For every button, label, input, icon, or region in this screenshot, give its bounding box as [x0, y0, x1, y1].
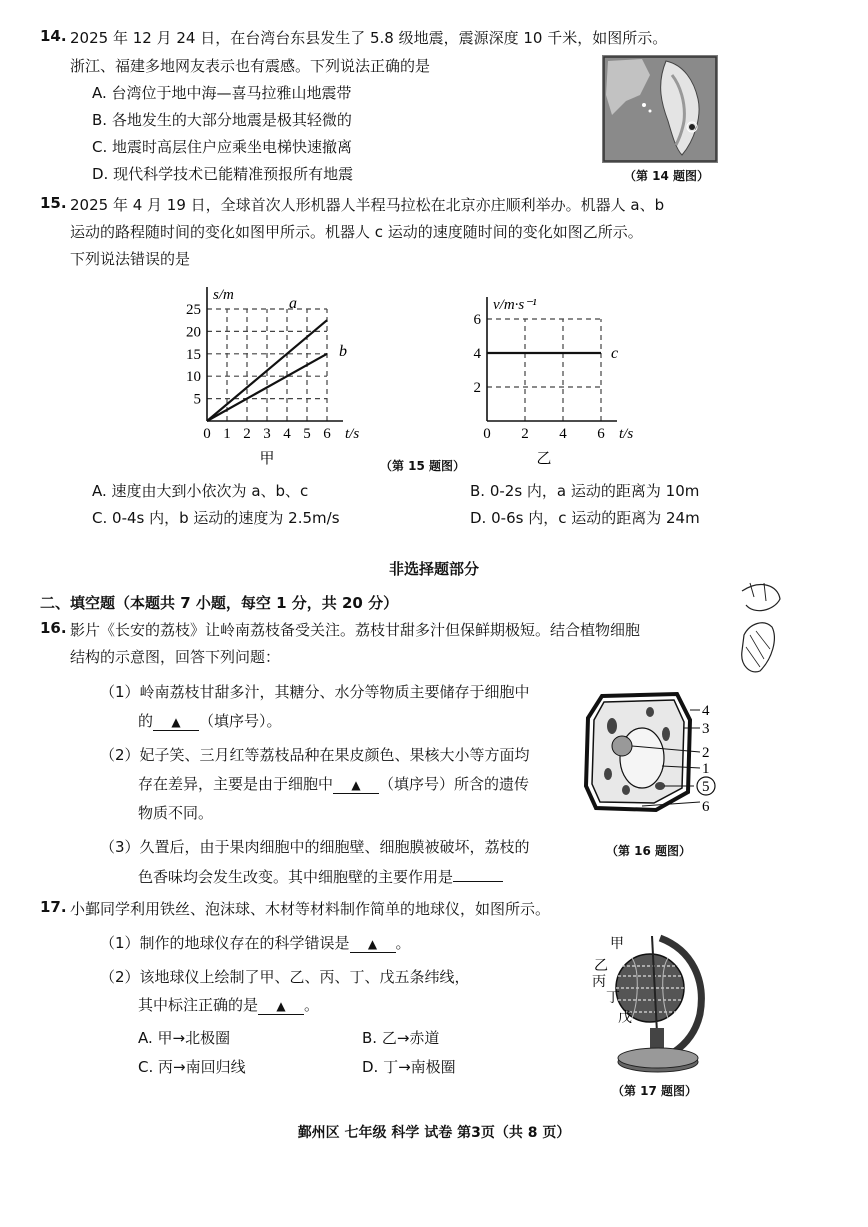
- q16-sub2-line1: （2）妃子笑、三月红等荔枝品种在果皮颜色、果核大小等方面均: [100, 746, 530, 764]
- x-axis-label: t/s: [345, 426, 360, 442]
- q15-option-b: B. 0-2s 内，a 运动的距离为 10m: [470, 482, 700, 500]
- q14-option-c: C. 地震时高层住户应乘坐电梯快速撤离: [92, 138, 353, 156]
- q15-option-c: C. 0-4s 内，b 运动的速度为 2.5m/s: [92, 509, 340, 527]
- q17-sub1: （1）制作的地球仪存在的科学错误是 ▲ 。: [100, 934, 411, 952]
- x-tick-label: 3: [263, 426, 271, 442]
- chloroplast: [655, 782, 665, 790]
- q17-option-b: B. 乙→赤道: [362, 1029, 440, 1047]
- cell-label-5: 5: [702, 779, 710, 795]
- x-tick-label: 4: [283, 426, 291, 442]
- q14-option-a: A. 台湾位于地中海—喜马拉雅山地震带: [92, 84, 352, 102]
- series-label-c: c: [611, 345, 619, 362]
- q16-sub2-line3: 物质不同。: [138, 804, 214, 822]
- x-tick-label: 6: [597, 426, 605, 442]
- chart-figure-label: 乙: [536, 451, 552, 467]
- cell-label-3: 3: [702, 721, 710, 737]
- globe-label-bing: 丙: [592, 975, 606, 990]
- chloroplast: [604, 768, 612, 780]
- q15-stem-line3: 下列说法错误的是: [70, 250, 191, 268]
- q16-sub1-line2: 的 ▲ （填序号）。: [138, 712, 282, 730]
- y-tick-label: 6: [473, 312, 481, 328]
- y-tick-label: 20: [186, 324, 201, 341]
- q15-stem-line2: 运动的路程随时间的变化如图甲所示。机器人 c 运动的速度随时间的变化如图乙所示。: [70, 223, 643, 241]
- x-tick-label: 2: [521, 426, 529, 442]
- cell-label-2: 2: [702, 745, 710, 761]
- q14-option-b: B. 各地发生的大部分地震是极其轻微的: [92, 111, 352, 129]
- q16-sub3-line2: 色香味均会发生改变。其中细胞壁的主要作用是: [138, 866, 503, 887]
- y-tick-label: 5: [193, 391, 201, 408]
- q17-caption: （第 17 题图）: [612, 1084, 698, 1098]
- globe-label-wu: 戊: [618, 1011, 632, 1026]
- q14-stem-line2: 浙江、福建多地网友表示也有震感。下列说法正确的是: [70, 57, 431, 75]
- q14-caption: （第 14 题图）: [624, 169, 710, 183]
- q16-blank-2[interactable]: ▲: [333, 775, 379, 794]
- q17-option-d: D. 丁→南极圈: [362, 1058, 456, 1076]
- section-part2-heading: 二、填空题（本题共 7 小题，每空 1 分，共 20 分）: [40, 594, 399, 612]
- q17-blank-1[interactable]: ▲: [350, 934, 396, 953]
- q17-sub2-line1: （2）该地球仪上绘制了甲、乙、丙、丁、戊五条纬线，: [100, 968, 470, 986]
- y-tick-label: 25: [186, 302, 201, 318]
- q16-sub1-line1: （1）岭南荔枝甘甜多汁，其糖分、水分等物质主要储存于细胞中: [100, 683, 530, 701]
- y-axis-label: v/m·s⁻¹: [493, 297, 537, 313]
- cell-label-6: 6: [702, 799, 710, 815]
- q14-stem-line1: 2025 年 12 月 24 日，在台湾台东县发生了 5.8 级地震，震源深度 10 千米，如图所示。: [70, 29, 668, 47]
- q15-caption: （第 15 题图）: [380, 459, 466, 473]
- section-title: 非选择题部分: [388, 560, 479, 578]
- q17-stem: 小鄞同学利用铁丝、泡沫球、木材等材料制作简单的地球仪，如图所示。: [70, 900, 551, 918]
- q17-number: 17.: [40, 898, 67, 916]
- plant-cell-diagram: [582, 690, 732, 820]
- q17-sub2-line2: 其中标注正确的是 ▲ 。: [138, 996, 320, 1014]
- x-axis-label: t/s: [619, 426, 634, 442]
- globe-label-jia: 甲: [610, 937, 624, 952]
- series-label-b: b: [339, 342, 347, 360]
- y-axis-label: s/m: [213, 287, 234, 303]
- q16-stem-line2: 结构的示意图，回答下列问题：: [70, 648, 281, 666]
- page-footer: 鄞州区 七年级 科学 试卷 第3页（共 8 页）: [297, 1125, 571, 1141]
- q17-option-a: A. 甲→北极圈: [138, 1029, 231, 1047]
- cell-label-4: 4: [702, 703, 710, 719]
- q14-option-d: D. 现代科学技术已能精准预报所有地震: [92, 165, 354, 183]
- taiwan-map-image: [602, 55, 718, 163]
- series-label-a: a: [289, 295, 297, 313]
- q16-stem-line1: 影片《长安的荔枝》让岭南荔枝备受关注。荔枝甘甜多汁但保鲜期极短。结合植物细胞: [70, 621, 641, 639]
- q15-option-a: A. 速度由大到小依次为 a、b、c: [92, 482, 309, 500]
- x-tick-label: 2: [243, 426, 251, 442]
- q17-blank-2[interactable]: ▲: [258, 996, 304, 1015]
- litchi-sketch-icon: [720, 575, 800, 695]
- q16-number: 16.: [40, 619, 67, 637]
- q15-option-d: D. 0-6s 内，c 运动的距离为 24m: [470, 509, 700, 527]
- q16-blank-3[interactable]: [453, 881, 503, 882]
- y-tick-label: 2: [473, 380, 481, 396]
- q16-caption: （第 16 题图）: [606, 844, 692, 858]
- q17-option-c: C. 丙→南回归线: [138, 1058, 246, 1076]
- chart-jia: [175, 276, 375, 471]
- x-tick-label: 6: [323, 426, 331, 442]
- globe-label-ding: 丁: [606, 991, 620, 1006]
- q14-number: 14.: [40, 27, 67, 45]
- nucleus: [612, 736, 632, 756]
- x-tick-label: 0: [203, 426, 211, 442]
- q15-number: 15.: [40, 194, 67, 212]
- q16-blank-1[interactable]: ▲: [153, 712, 199, 731]
- y-tick-label: 10: [186, 369, 201, 386]
- x-tick-label: 5: [303, 426, 311, 442]
- x-tick-label: 0: [483, 426, 491, 442]
- cell-label-1: 1: [702, 761, 710, 777]
- chloroplast: [607, 718, 617, 734]
- chart-yi: [455, 276, 655, 471]
- chloroplast: [662, 727, 670, 741]
- q16-sub2-line2: 存在差异，主要是由于细胞中 ▲ （填序号）所含的遗传: [138, 775, 530, 793]
- x-tick-label: 1: [223, 426, 231, 442]
- chloroplast: [646, 707, 654, 717]
- chart-figure-label: 甲: [259, 451, 275, 467]
- x-tick-label: 4: [559, 426, 567, 442]
- q15-stem-line1: 2025 年 4 月 19 日，全球首次人形机器人半程马拉松在北京亦庄顺利举办。机器人 a、b: [70, 196, 665, 214]
- chloroplast: [622, 785, 630, 795]
- y-tick-label: 4: [473, 346, 481, 362]
- y-tick-label: 15: [186, 346, 201, 363]
- globe-label-yi: 乙: [594, 959, 608, 974]
- q16-sub3-line1: （3）久置后，由于果肉细胞中的细胞壁、细胞膜被破坏，荔枝的: [100, 838, 530, 856]
- q14-map-figure: [602, 55, 718, 163]
- globe-figure: [588, 928, 718, 1078]
